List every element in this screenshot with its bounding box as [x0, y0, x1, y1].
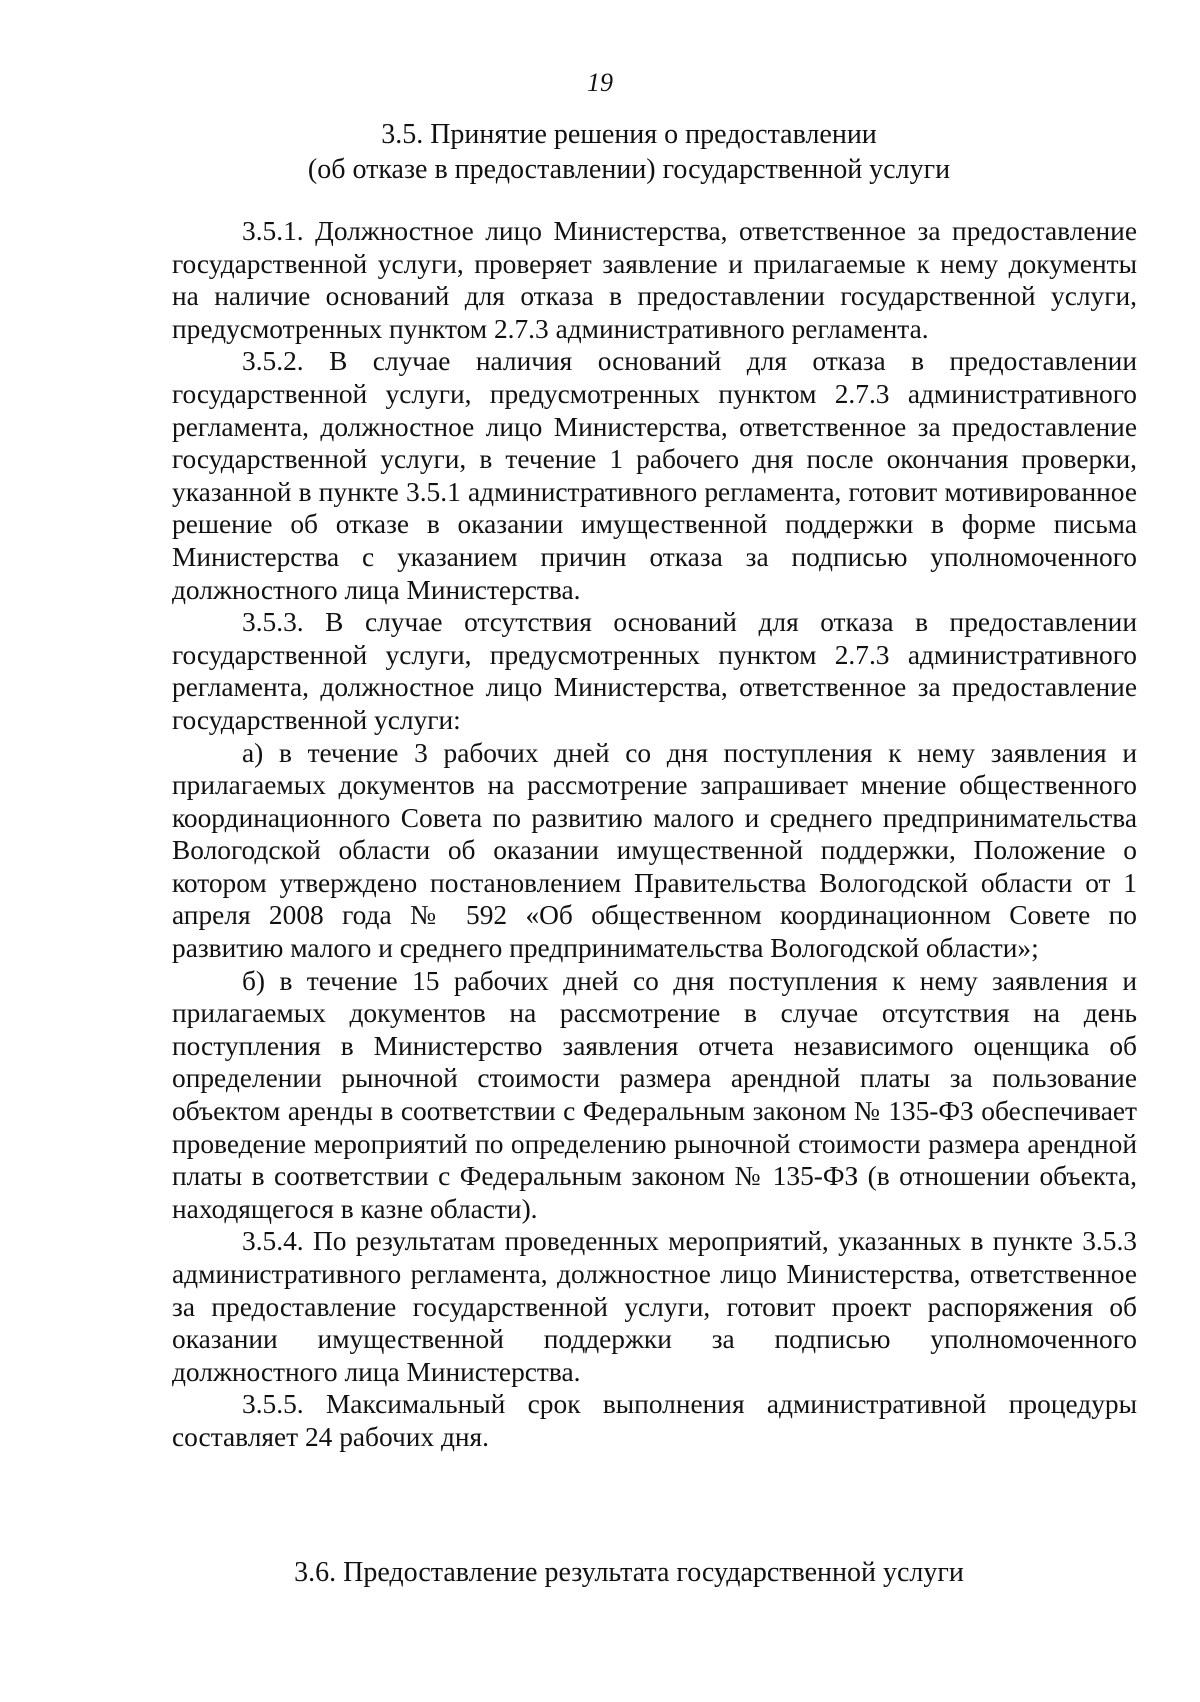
paragraph-3-5-3-a: а) в течение 3 рабочих дней со дня поступления к нему заявления и прилагаемых документов на рассмотрение запрашивает мнение общественного координационного Совета по развитию малого и среднего предпринимательства Вологодской области об оказании имущественной поддержки, Положение о котором утверждено постановлением Правительства Вологодской области от 1 апреля 2008 года № 592 «Об общественном координационном Совете по развитию малого и среднего предпринимательства Вологодской области»;: [172, 737, 1137, 964]
section-heading-3-6: 3.6. Предоставление результата государственной услуги: [294, 1557, 964, 1588]
paragraph-3-5-4: 3.5.4. По результатам проведенных мероприятий, указанных в пункте 3.5.3 административного регламента, должностное лицо Министерства, ответственное за предоставление государственной услуги, готовит проект распоряжения об оказании имущественной поддержки за подписью уполномоченного должностного лица Министерства.: [172, 1226, 1137, 1387]
paragraph-3-5-2: 3.5.2. В случае наличия оснований для отказа в предоставлении государственной услуги, предусмотренных пунктом 2.7.3 административного регламента, должностное лицо Министерства, ответственное за предоставление государственной услуги, в течение 1 рабочего дня после окончания проверки, указанной в пункте 3.5.1 административного регламента, готовит мотивированное решение об отказе в оказании имущественной поддержки в форме письма Министерства с указанием причин отказа за подписью уполномоченного должностного лица Министерства.: [172, 346, 1137, 605]
paragraph-3-5-3-b: б) в течение 15 рабочих дней со дня поступления к нему заявления и прилагаемых документов на рассмотрение в случае отсутствия на день поступления в Министерство заявления отчета независимого оценщика об определении рыночной стоимости размера арендной платы за пользование объектом аренды в соответствии с Федеральным законом № 135-ФЗ обеспечивает проведение мероприятий по определению рыночной стоимости размера арендной платы в соответствии с Федеральным законом № 135-ФЗ (в отношении объекта, находящегося в казне области).: [172, 965, 1137, 1224]
section-heading-line-2: (об отказе в предоставлении) государственной услуги: [307, 154, 951, 185]
section-heading-line-1: 3.5. Принятие решения о предоставлении: [381, 119, 877, 150]
document-body: [172, 215, 1137, 1454]
page-number: 19: [587, 68, 613, 97]
paragraph-3-5-5: 3.5.5. Максимальный срок выполнения административной процедуры составляет 24 рабочих дня.: [172, 1389, 1137, 1452]
section-heading-3-5: [150, 117, 1108, 187]
paragraph-3-5-1: 3.5.1. Должностное лицо Министерства, ответственное за предоставление государственной услуги, проверяет заявление и прилагаемые к нему документы на наличие оснований для отказа в предоставлении государственной услуги, предусмотренных пунктом 2.7.3 административного регламента.: [172, 216, 1137, 344]
paragraph-3-5-3: 3.5.3. В случае отсутствия оснований для отказа в предоставлении государственной услуги, предусмотренных пунктом 2.7.3 административного регламента, должностное лицо Министерства, ответственное за предоставление государственной услуги:: [172, 607, 1137, 735]
